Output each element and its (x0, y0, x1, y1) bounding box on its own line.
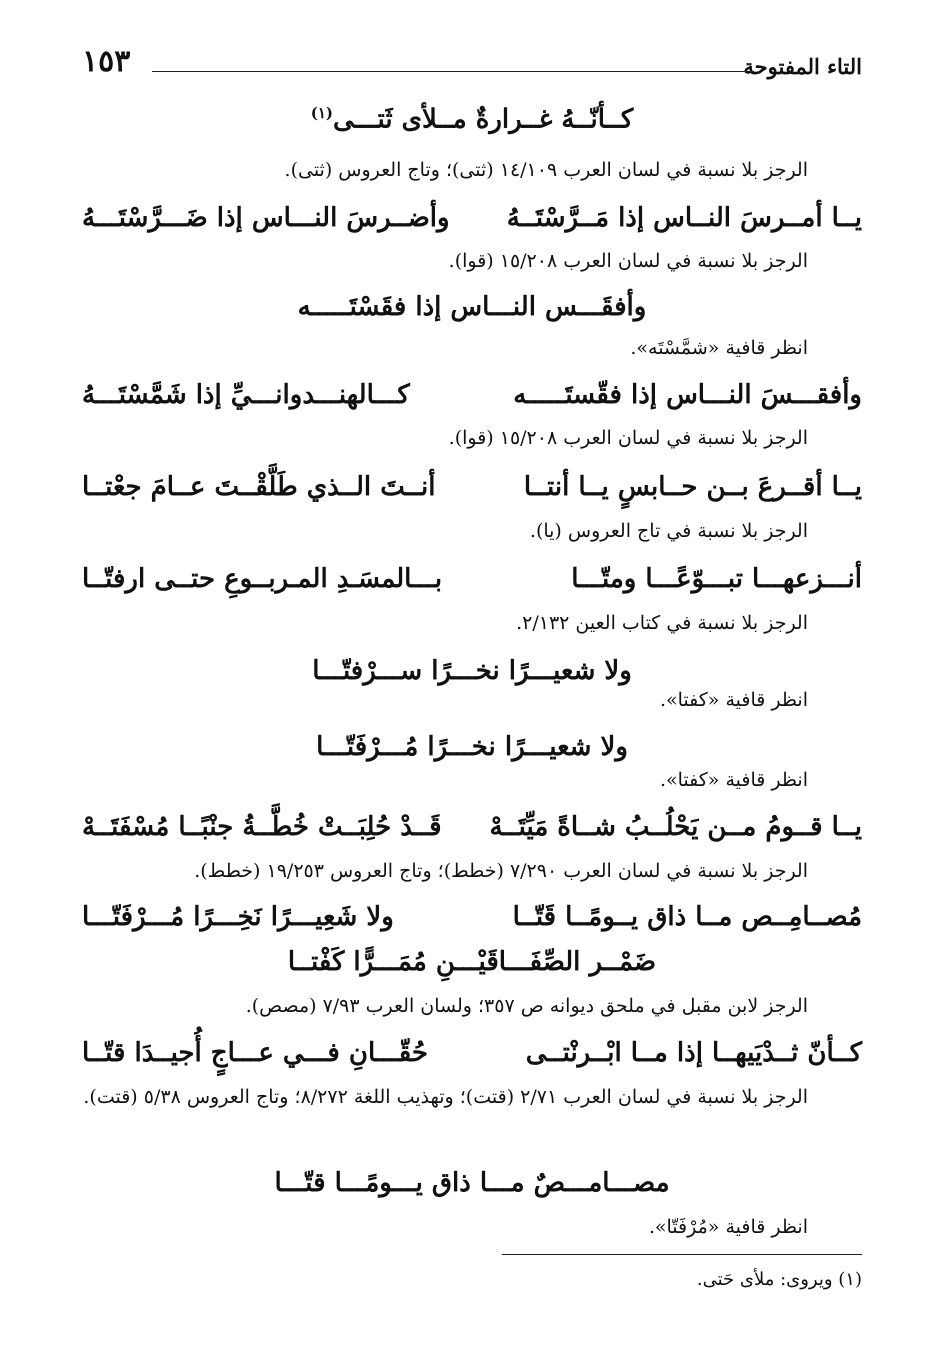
verse-line: مصـــامـــصٌ مـــا ذاق يـــومًـــا قتّـــا (274, 1168, 670, 1198)
verse-line: كــأنّــهُ غــرارةٌ مــلأى ثَتـــى$^{(١)}$ (310, 104, 634, 135)
verse-line: ولا شعيـــرًا نخـــرًا مُـــرْفَتّـــا (316, 732, 628, 762)
verse-hemistich-second: ولا شَعِيـــرًا نَخِـــرًا مُـــرْفَتّـــا (82, 902, 394, 932)
verse-hemistich-second: قَــدْ حُلِبَــتْ خُطَّــةُ جنْبًــا مُسْفَتَــهْ (82, 812, 442, 842)
verse-hemistich-second: وأضــرسَ النـــاس إذا ضَـــرَّسْتَـــهُ (82, 203, 450, 233)
citation-note: الرجز بلا نسبة في لسان العرب ٢/٧١ (قتت)؛ وتهذيب اللغة ٨/٢٧٢؛ وتاج العروس ٥/٣٨ (قتت). (83, 1086, 808, 1108)
citation-note: الرجز لابن مقبل في ملحق ديوانه ص ٣٥٧؛ ولسان العرب ٧/٩٣ (مصص). (245, 995, 808, 1017)
verse-hemistich-first: يــا أمــرسَ النــاس إذا مَــرَّسْتَــهُ (506, 203, 862, 233)
chapter-title: التاء المفتوحة (743, 54, 862, 79)
citation-note: الرجز بلا نسبة في لسان العرب ١٤/١٠٩ (ثتى)؛ وتاج العروس (ثتى). (284, 159, 808, 181)
page-number: ١٥٣ (82, 44, 131, 79)
footnote-rule (502, 1254, 862, 1255)
verse-hemistich-first: يــا قــومُ مــن يَحْلُــبُ شــاةً مَيِّتَــهْ (489, 812, 862, 842)
verse-hemistich-second: بـــالمسَـدِ المـربــوعِ حتــى ارفتّــا (82, 564, 443, 594)
citation-note: انظر قافية «مُرْفَتّا». (648, 1216, 808, 1238)
footnote: (١) ويروى: ملأى حَتى. (696, 1269, 862, 1290)
citation-note: انظر قافية «كفتا». (659, 689, 808, 711)
verse-line: وأفقَـــس النـــاس إذا فقَسْتَـــــه (297, 292, 647, 322)
verse-hemistich-first: يــا أقــرعَ بــن حــابسٍ يــا أنتــا (523, 472, 862, 502)
citation-note: الرجز بلا نسبة في كتاب العين ٢/١٣٢. (516, 612, 808, 634)
citation-note: الرجز بلا نسبة في لسان العرب ٧/٢٩٠ (خطط)؛ وتاج العروس ١٩/٢٥٣ (خطط). (194, 860, 808, 882)
verse-hemistich-first: أنـــزعهـــا تبـــوّعًـــا ومتّـــا (571, 564, 862, 594)
citation-note: الرجز بلا نسبة في لسان العرب ١٥/٢٠٨ (قوا). (448, 427, 808, 449)
verse-hemistich-second: أنــتَ الــذي طَلَّقْــتَ عــامَ جعْتــا (82, 472, 436, 502)
verse-hemistich-second: حُقّـــانِ فـــي عـــاجٍ أُجيــدَا قتّــا (82, 1038, 428, 1068)
header-rule (152, 71, 754, 72)
footnote-marker: (١) (310, 104, 333, 122)
verse-line: ضَمْــر الصِّفَـــاقَيْـــنِ مُمَـــرًّا كَفْتــا (287, 947, 657, 977)
verse-hemistich-first: وأفقـــسَ النـــاس إذا فقّستَـــــه (513, 380, 862, 410)
page-header (82, 44, 862, 84)
citation-note: انظر قافية «شمَّسْتَه». (630, 337, 808, 359)
verse-line: ولا شعيـــرًا نخـــرًا ســـرْفتّـــا (312, 656, 632, 686)
verse-hemistich-second: كـــالهنـــدوانـــيِّ إذا شَمَّسْتَـــهُ (82, 380, 410, 410)
citation-note: الرجز بلا نسبة في تاج العروس (يا). (529, 520, 808, 542)
citation-note: انظر قافية «كفتا». (659, 769, 808, 791)
verse-hemistich-first: كــأنّ ثــدْيَيهــا إذا مــا ابْــرنْتــى (525, 1038, 862, 1068)
verse-hemistich-first: مُصــامِــص مــا ذاق يــومًــا قَتّــا (512, 902, 862, 932)
citation-note: الرجز بلا نسبة في لسان العرب ١٥/٢٠٨ (قوا). (448, 250, 808, 272)
